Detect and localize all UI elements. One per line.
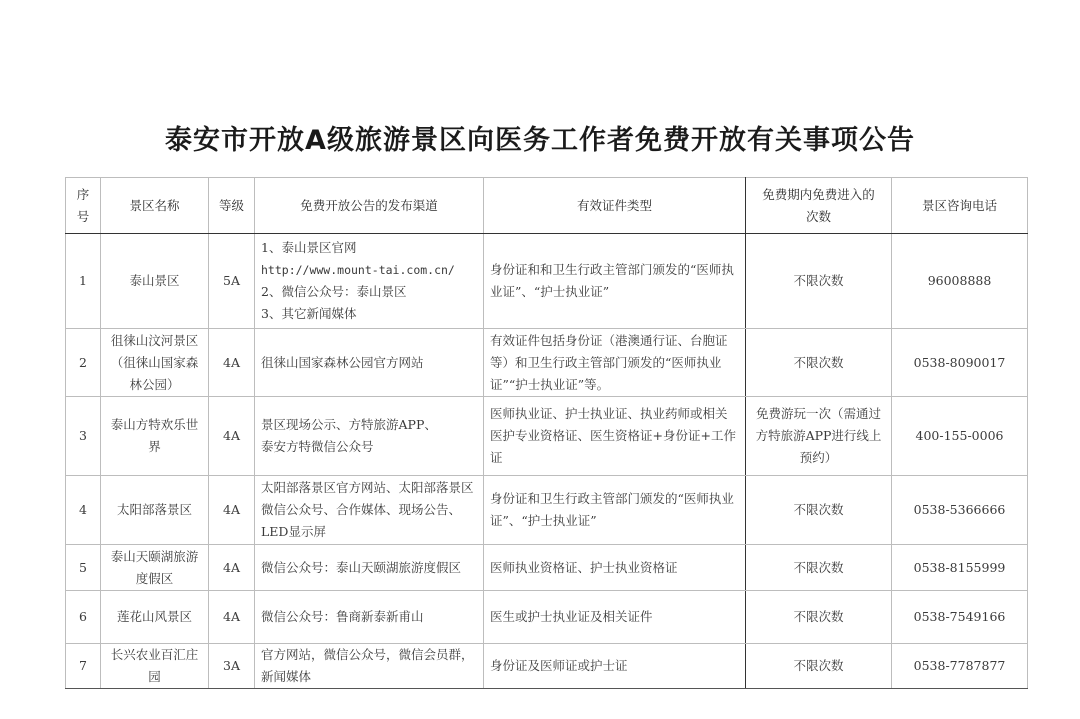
cell-no: 6 xyxy=(66,591,101,644)
cell-grade: 4A xyxy=(209,329,255,397)
table-row xyxy=(66,591,1028,644)
cell-no: 2 xyxy=(66,329,101,397)
cell-name: 莲花山风景区 xyxy=(101,591,209,644)
cell-grade: 3A xyxy=(209,644,255,689)
cell-name: 长兴农业百汇庄园 xyxy=(101,644,209,689)
cell-channel: 官方网站，微信公众号，微信会员群，新闻媒体 xyxy=(255,644,484,689)
cell-name: 太阳部落景区 xyxy=(101,476,209,545)
cell-phone: 0538-7787877 xyxy=(892,644,1028,689)
cell-times: 不限次数 xyxy=(746,329,892,397)
cell-grade: 4A xyxy=(209,476,255,545)
cell-phone: 0538-8155999 xyxy=(892,545,1028,591)
cell-name: 泰山天颐湖旅游度假区 xyxy=(101,545,209,591)
cell-channel: 微信公众号：泰山天颐湖旅游度假区 xyxy=(255,545,484,591)
channel-line: 1、泰山景区官网 xyxy=(261,240,357,255)
header-times: 免费期内免费进入的次数 xyxy=(746,178,892,234)
cell-grade: 4A xyxy=(209,591,255,644)
channel-line: 2、微信公众号：泰山景区 xyxy=(261,284,407,299)
table-row xyxy=(66,644,1028,689)
table-row xyxy=(66,397,1028,476)
header-channel: 免费开放公告的发布渠道 xyxy=(255,178,484,234)
table-row xyxy=(66,234,1028,329)
cell-phone: 0538-5366666 xyxy=(892,476,1028,545)
header-certificate: 有效证件类型 xyxy=(484,178,746,234)
cell-channel xyxy=(255,234,484,329)
table-header-row xyxy=(66,178,1028,234)
cell-channel: 太阳部落景区官方网站、太阳部落景区微信公众号、合作媒体、现场公告、LED显示屏 xyxy=(255,476,484,545)
cell-name: 泰山方特欢乐世界 xyxy=(101,397,209,476)
scenic-area-table xyxy=(65,177,1028,689)
channel-line: 泰安方特微信公众号 xyxy=(261,439,374,454)
table-row xyxy=(66,545,1028,591)
cell-phone: 400-155-0006 xyxy=(892,397,1028,476)
cell-times: 免费游玩一次（需通过方特旅游APP进行线上预约） xyxy=(746,397,892,476)
cell-grade: 5A xyxy=(209,234,255,329)
website-link[interactable]: http://www.mount-tai.com.cn/ xyxy=(261,263,455,277)
cell-certificate: 身份证及医师证或护士证 xyxy=(484,644,746,689)
header-phone: 景区咨询电话 xyxy=(892,178,1028,234)
cell-phone: 0538-8090017 xyxy=(892,329,1028,397)
table-row xyxy=(66,329,1028,397)
cell-no: 1 xyxy=(66,234,101,329)
cell-channel: 微信公众号：鲁商新泰新甫山 xyxy=(255,591,484,644)
cell-grade: 4A xyxy=(209,545,255,591)
page-title: 泰安市开放A级旅游景区向医务工作者免费开放有关事项公告 xyxy=(165,125,915,156)
cell-times: 不限次数 xyxy=(746,545,892,591)
cell-channel: 徂徕山国家森林公园官方网站 xyxy=(255,329,484,397)
channel-line: 景区现场公示、方特旅游APP、 xyxy=(261,417,437,432)
cell-phone: 0538-7549166 xyxy=(892,591,1028,644)
cell-certificate: 医师执业证、护士执业证、执业药师或相关医护专业资格证、医生资格证+身份证+工作证 xyxy=(484,397,746,476)
cell-name: 徂徕山汶河景区（徂徕山国家森林公园） xyxy=(101,329,209,397)
cell-times: 不限次数 xyxy=(746,644,892,689)
header-grade: 等级 xyxy=(209,178,255,234)
cell-times: 不限次数 xyxy=(746,476,892,545)
cell-certificate: 医师执业资格证、护士执业资格证 xyxy=(484,545,746,591)
cell-no: 3 xyxy=(66,397,101,476)
cell-certificate: 医生或护士执业证及相关证件 xyxy=(484,591,746,644)
cell-channel xyxy=(255,397,484,476)
cell-no: 4 xyxy=(66,476,101,545)
cell-name: 泰山景区 xyxy=(101,234,209,329)
channel-line: 3、其它新闻媒体 xyxy=(261,306,357,321)
cell-certificate: 有效证件包括身份证（港澳通行证、台胞证等）和卫生行政主管部门颁发的“医师执业证”“护士执业证”等。 xyxy=(484,329,746,397)
cell-no: 5 xyxy=(66,545,101,591)
cell-phone: 96008888 xyxy=(892,234,1028,329)
cell-certificate: 身份证和卫生行政主管部门颁发的“医师执业证”、“护士执业证” xyxy=(484,476,746,545)
table-row xyxy=(66,476,1028,545)
header-no: 序号 xyxy=(66,178,101,234)
header-name: 景区名称 xyxy=(101,178,209,234)
cell-times: 不限次数 xyxy=(746,591,892,644)
cell-times: 不限次数 xyxy=(746,234,892,329)
cell-certificate: 身份证和和卫生行政主管部门颁发的“医师执业证”、“护士执业证” xyxy=(484,234,746,329)
cell-no: 7 xyxy=(66,644,101,689)
cell-grade: 4A xyxy=(209,397,255,476)
